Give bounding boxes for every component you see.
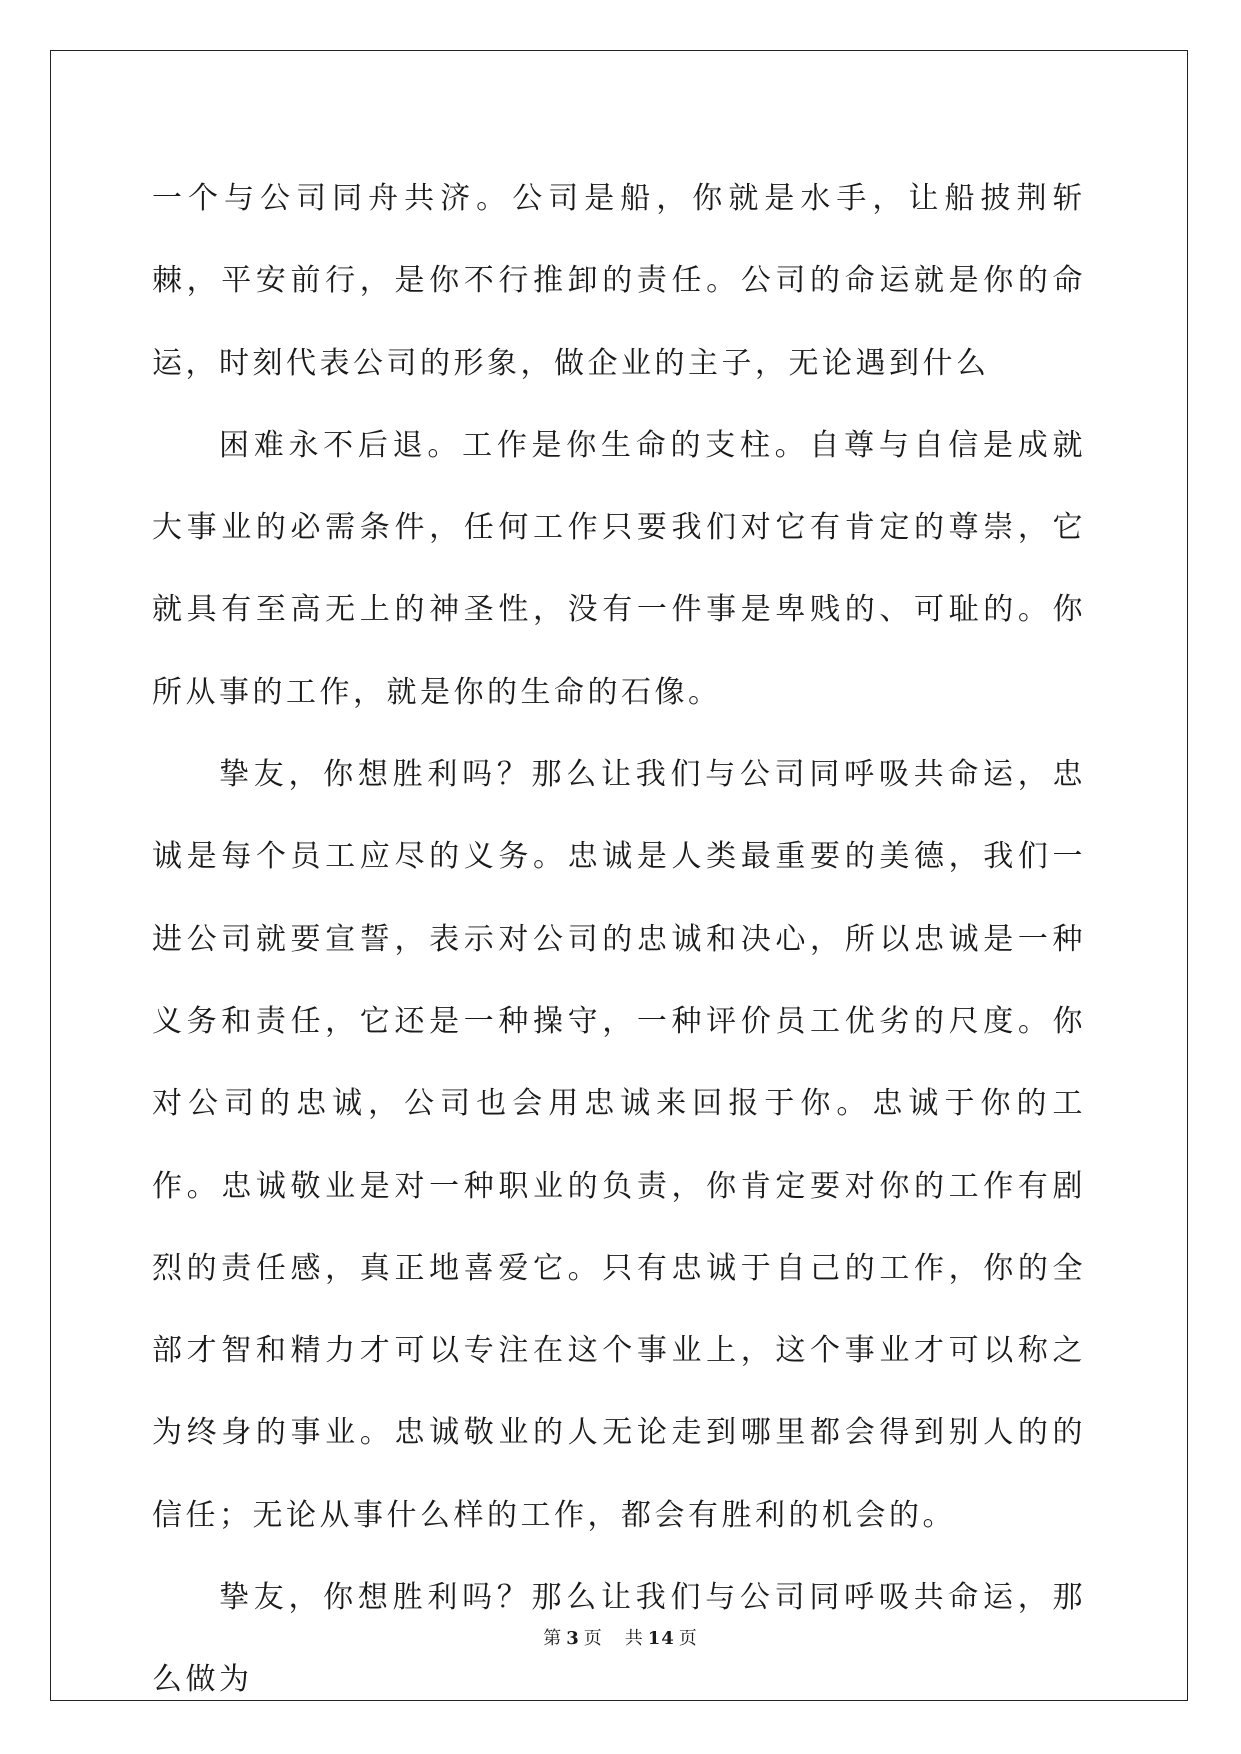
paragraph-2: 困难永不后退。工作是你生命的支柱。自尊与自信是成就大事业的必需条件，任何工作只要我们对它有肯定的尊崇，它就具有至高无上的神圣性，没有一件事是卑贱的、可耻的。你所从事的工作，就是你的生命的石像。 bbox=[152, 427, 1086, 710]
page-suffix: 页 bbox=[583, 1628, 603, 1649]
paragraph-3: 挚友，你想胜利吗？那么让我们与公司同呼吸共命运，忠诚是每个员工应尽的义务。忠诚是人类最重要的美德，我们一进公司就要宣誓，表示对公司的忠诚和决心，所以忠诚是一种义务和责任，它还是一种操守，一种评价员工优劣的尺度。你对公司的忠诚，公司也会用忠诚来回报于你。忠诚于你的工作。忠诚敬业是对一种职业的负责，你肯定要对你的工作有剧烈的责任感，真正地喜爱它。只有忠诚于自己的工作，你的全部才智和精力才可以专注在这个事业上，这个事业才可以称之为终身的事业。忠诚敬业的人无论走到哪里都会得到别人的的信任；无论从事什么样的工作，都会有胜利的机会的。 bbox=[152, 757, 1086, 1533]
paragraph-1: 一个与公司同舟共济。公司是船，你就是水手，让船披荆斩棘，平安前行，是你不行推卸的责任。公司的命运就是你的命运，时刻代表公司的形象，做企业的主子，无论遇到什么 bbox=[152, 181, 1086, 381]
page-prefix: 第 bbox=[543, 1628, 563, 1649]
document-body bbox=[152, 158, 1086, 1722]
total-prefix: 共 bbox=[624, 1628, 644, 1649]
paragraph-4: 挚友，你想胜利吗？那么让我们与公司同呼吸共命运，那么做为 bbox=[152, 1580, 1086, 1698]
page-footer bbox=[0, 1624, 1241, 1650]
page-number: 3 bbox=[566, 1628, 580, 1649]
total-pages: 14 bbox=[647, 1628, 675, 1649]
total-suffix: 页 bbox=[678, 1628, 698, 1649]
